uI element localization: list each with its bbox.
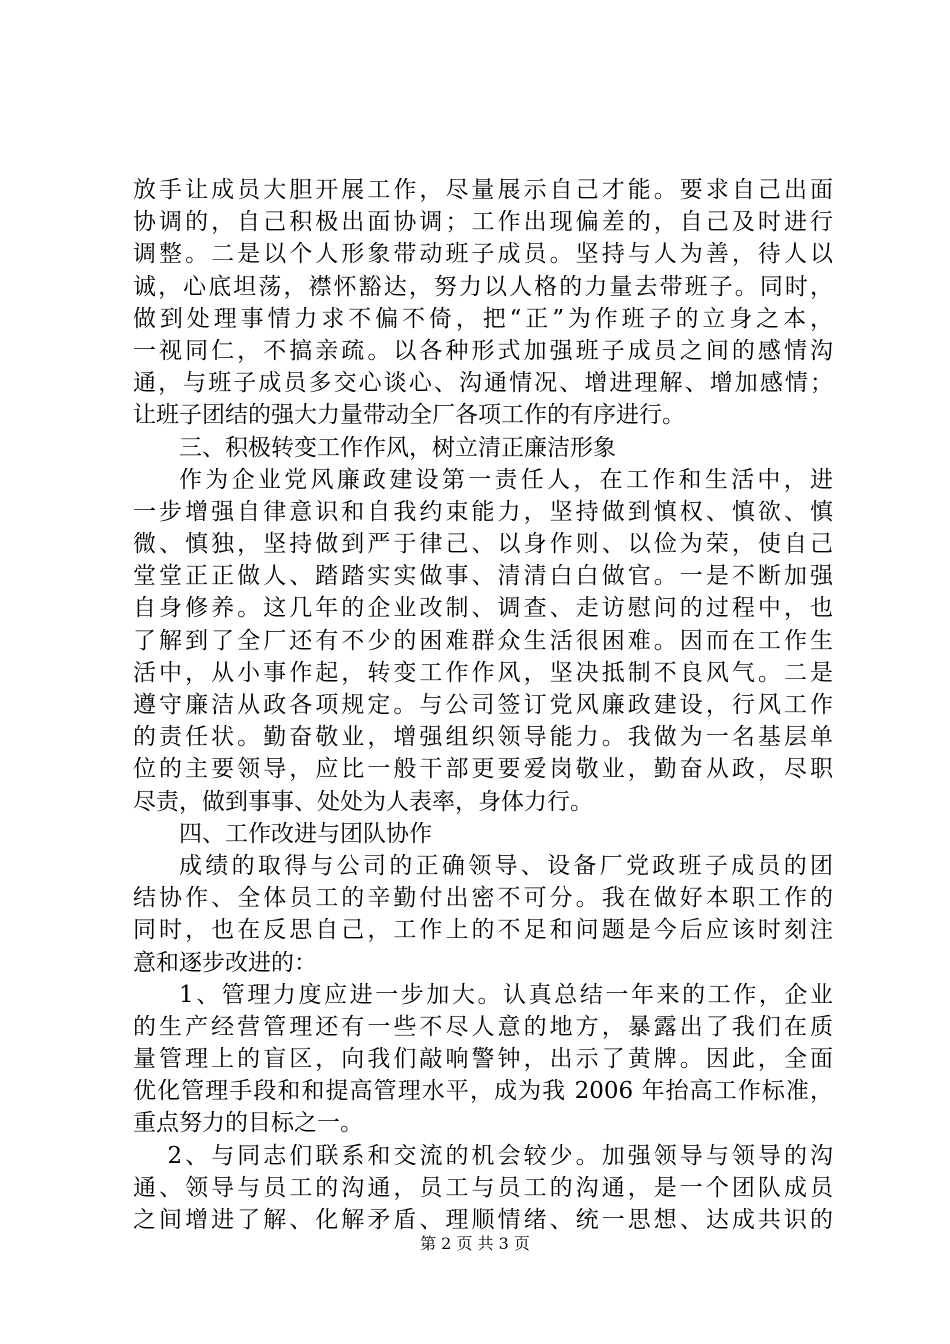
text-line: 量管理上的盲区，向我们敲响警钟，出示了黄牌。因此，全面 <box>133 1046 833 1073</box>
text-line: 优化管理手段和和提高管理水平，成为我 2006 年抬高工作标准， <box>133 1078 833 1105</box>
text-line: 的生产经营管理还有一些不尽人意的地方，暴露出了我们在质 <box>133 1013 833 1040</box>
text-line: 做到处理事情力求不偏不倚，把“正”为作班子的立身之本， <box>133 305 833 332</box>
text-line: 遵守廉洁从政各项规定。与公司签订党风廉政建设，行风工作 <box>133 692 833 718</box>
text-line: 结协作、全体员工的辛勤付出密不可分。我在做好本职工作的 <box>133 885 833 912</box>
page-footer: 第 2 页 共 3 页 <box>420 1234 530 1253</box>
text-line: 通，与班子成员多交心谈心、沟通情况、增进理解、增加感情； <box>133 370 833 397</box>
text-line: 了解到了全厂还有不少的困难群众生活很困难。因而在工作生 <box>133 627 833 654</box>
text-line: 的责任状。勤奋敬业，增强组织领导能力。我做为一名基层单 <box>133 724 833 751</box>
text-line: 微、慎独，坚持做到严于律己、以身作则、以俭为荣，使自己 <box>133 531 833 558</box>
text-line: 位的主要领导，应比一般干部更要爱岗敬业，勤奋从政，尽职 <box>133 756 833 783</box>
text-line: 2、与同志们联系和交流的机会较少。加强领导与领导的沟 <box>167 1142 833 1169</box>
text-line: 成绩的取得与公司的正确领导、设备厂党政班子成员的团 <box>179 852 833 879</box>
text-line: 同时，也在反思自己，工作上的不足和问题是今后应该时刻注 <box>133 917 833 944</box>
text-line: 一视同仁，不搞亲疏。以各种形式加强班子成员之间的感情沟 <box>133 337 833 364</box>
text-line: 放手让成员大胆开展工作，尽量展示自己才能。要求自己出面 <box>133 177 833 203</box>
text-line: 作为企业党风廉政建设第一责任人，在工作和生活中，进 <box>179 466 833 493</box>
text-line: 一步增强自律意识和自我约束能力，坚持做到慎权、慎欲、慎 <box>133 498 833 525</box>
text-line: 让班子团结的强大力量带动全厂各项工作的有序进行。 <box>133 402 685 429</box>
text-line: 活中，从小事作起，转变工作作风，坚决抵制不良风气。二是 <box>133 659 833 686</box>
text-line: 重点努力的目标之一。 <box>133 1110 363 1137</box>
text-line: 堂堂正正做人、踏踏实实做事、清清白白做官。一是不断加强 <box>133 563 833 590</box>
text-line: 四、工作改进与团队协作 <box>179 820 432 847</box>
text-line: 意和逐步改进的： <box>133 949 317 976</box>
text-line: 尽责，做到事事、处处为人表率，身体力行。 <box>133 788 593 815</box>
text-line: 协调的，自己积极出面协调；工作出现偏差的，自己及时进行 <box>133 209 833 236</box>
text-line: 调整。二是以个人形象带动班子成员。坚持与人为善，待人以 <box>133 241 833 268</box>
text-line: 通、领导与员工的沟通，员工与员工的沟通，是一个团队成员 <box>133 1174 833 1201</box>
text-line: 自身修养。这几年的企业改制、调查、走访慰问的过程中，也 <box>133 595 833 622</box>
text-line: 之间增进了解、化解矛盾、理顺情绪、统一思想、达成共识的 <box>133 1207 833 1233</box>
text-line: 1、管理力度应进一步加大。认真总结一年来的工作，企业 <box>179 981 833 1008</box>
document-body <box>133 174 833 1236</box>
text-line: 三、积极转变工作作风，树立清正廉洁形象 <box>179 434 616 461</box>
text-line: 诚，心底坦荡，襟怀豁达，努力以人格的力量去带班子。同时， <box>133 273 833 300</box>
